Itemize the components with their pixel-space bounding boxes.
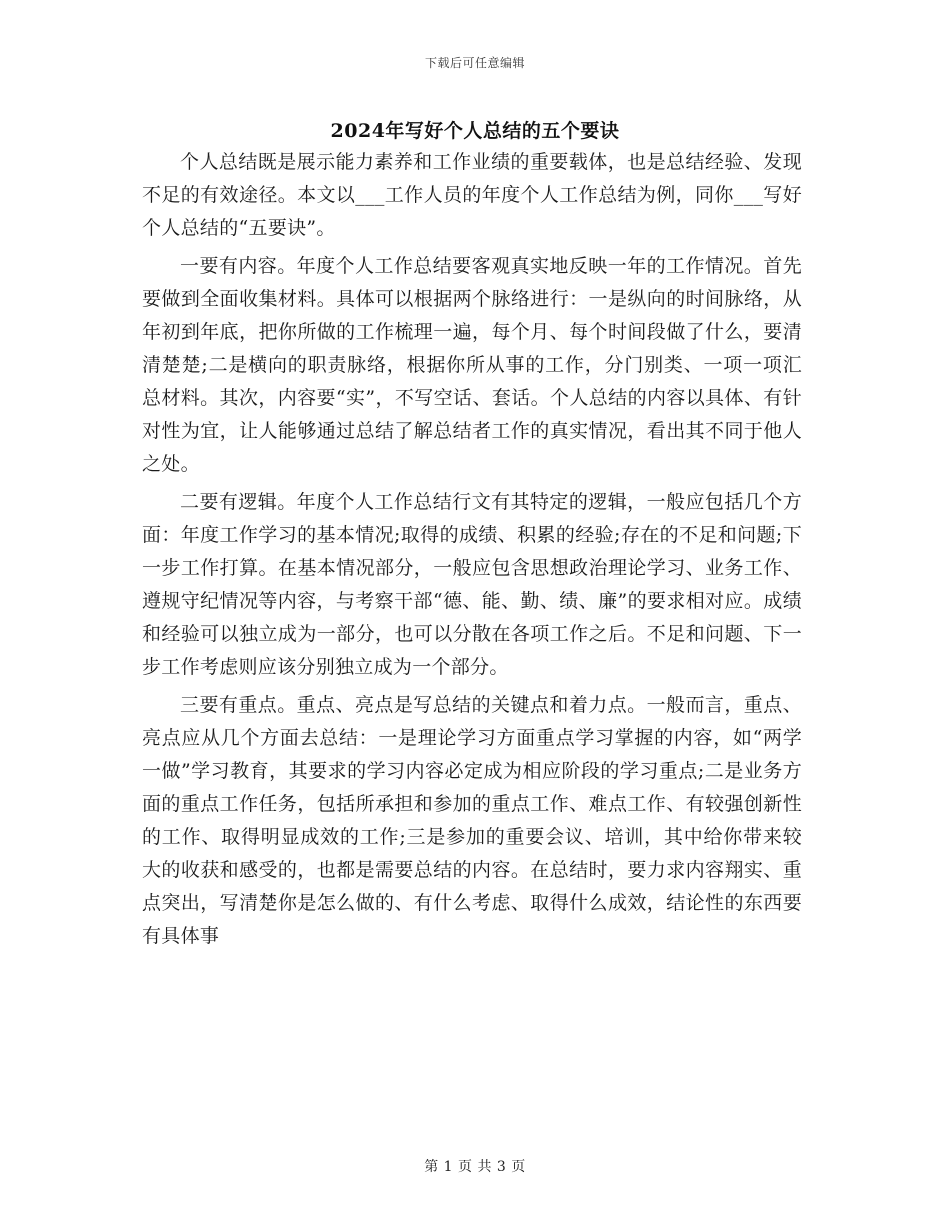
document-body — [142, 146, 802, 958]
page-number: 第 1 页 共 3 页 — [424, 1159, 526, 1175]
page-header-note: 下载后可任意编辑 — [424, 56, 525, 70]
paragraph-focus: 三要有重点。重点、亮点是写总结的关键点和着力点。一般而言，重点、亮点应从几个方面去总结：一是理论学习方面重点学习掌握的内容，如“两学一做”学习教育，其要求的学习内容必定成为相应阶段的学习重点;二是业务方面的重点工作任务，包括所承担和参加的重点工作、难点工作、有较强创新性的工作、取得明显成效的工作;三是参加的重要会议、培训，其中给你带来较大的收获和感受的，也都是需要总结的内容。在总结时，要力求内容翔实、重点突出，写清楚你是怎么做的、有什么考虑、取得什么成效，结论性的东西要有具体事 — [142, 694, 802, 947]
paragraph-logic: 二要有逻辑。年度个人工作总结行文有其特定的逻辑，一般应包括几个方面：年度工作学习的基本情况;取得的成绩、积累的经验;存在的不足和问题;下一步工作打算。在基本情况部分，一般应包含思想政治理论学习、业务工作、遵规守纪情况等内容，与考察干部“德、能、勤、绩、廉”的要求相对应。成绩和经验可以独立成为一部分，也可以分散在各项工作之后。不足和问题、下一步工作考虑则应该分别独立成为一个部分。 — [142, 491, 802, 678]
paragraph-intro: 个人总结既是展示能力素养和工作业绩的重要载体，也是总结经验、发现不足的有效途径。本文以___工作人员的年度个人工作总结为例，同你___写好个人总结的“五要诀”。 — [142, 151, 802, 239]
paragraph-content: 一要有内容。年度个人工作总结要客观真实地反映一年的工作情况。首先要做到全面收集材料。具体可以根据两个脉络进行：一是纵向的时间脉络，从年初到年底，把你所做的工作梳理一遍，每个月、每个时间段做了什么，要清清楚楚;二是横向的职责脉络，根据你所从事的工作，分门别类、一项一项汇总材料。其次，内容要“实”，不写空话、套话。个人总结的内容以具体、有针对性为宜，让人能够通过总结了解总结者工作的真实情况，看出其不同于他人之处。 — [142, 255, 802, 475]
document-title: 2024年写好个人总结的五个要诀 — [330, 120, 620, 142]
